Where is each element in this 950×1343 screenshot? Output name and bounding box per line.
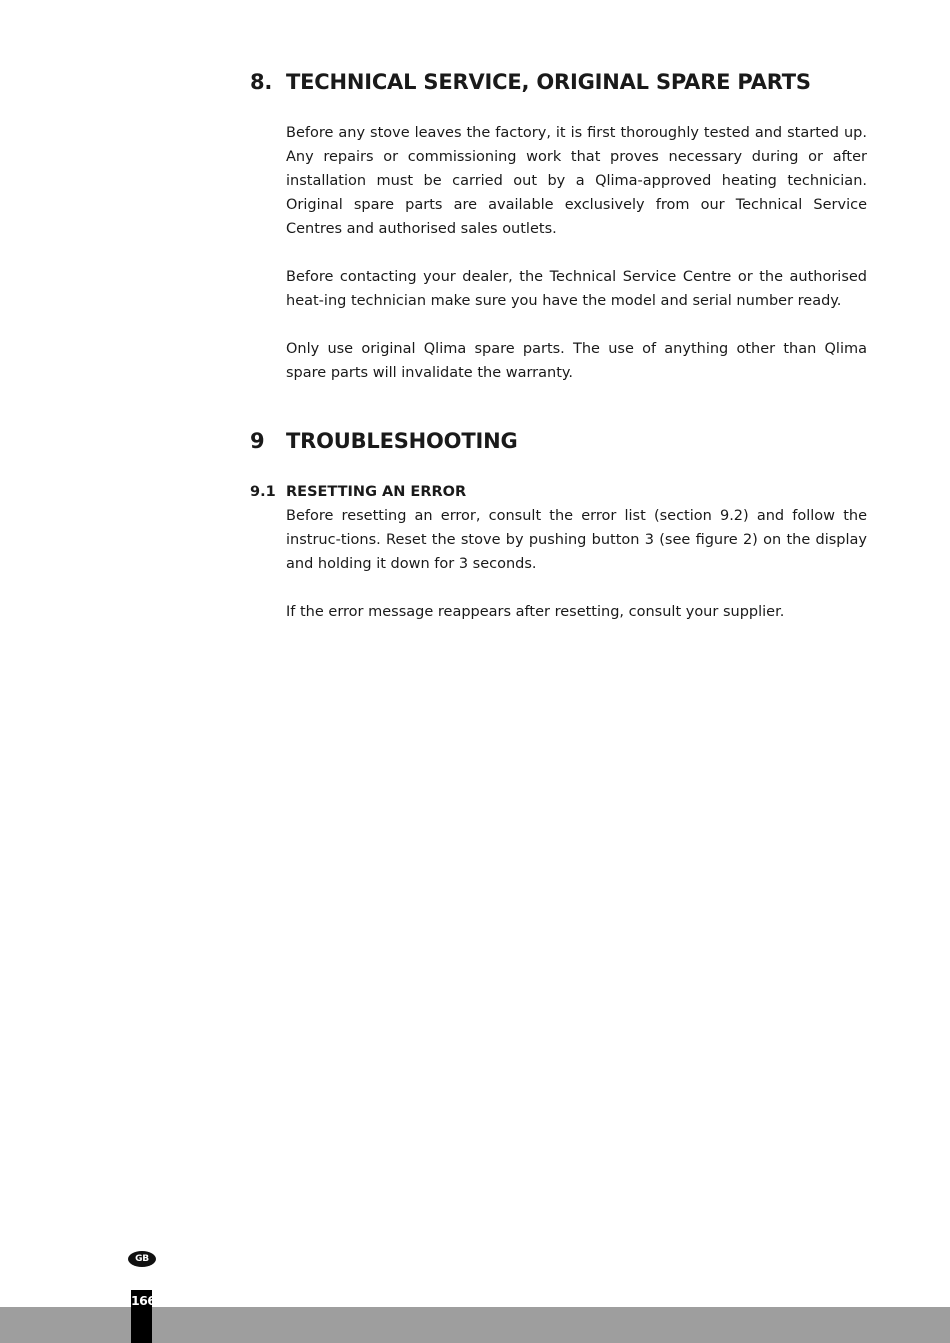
subsection-9-1-number: 9.1 xyxy=(250,484,276,500)
page-number: 166 xyxy=(131,1293,156,1308)
section-8-heading xyxy=(250,68,867,96)
section-8-paragraph-1: Before any stove leaves the factory, it is first thoroughly tested and started up. Any repairs or commissioning work that proves necessary during or after installation must be carried out by a Qlima-approved heating technician. Original spare parts are available exclusively from our Technical Service Centres and authorised sales outlets. xyxy=(286,125,867,237)
subsection-9-1-paragraph-1: Before resetting an error, consult the error list (section 9.2) and follow the instruc-tions. Reset the stove by pushing button 3 (see figure 2) on the display and holding it down for 3 seconds. xyxy=(286,508,867,572)
section-9-heading xyxy=(250,427,867,455)
section-8-paragraph-2: Before contacting your dealer, the Technical Service Centre or the authorised heat-ing technician make sure you have the model and serial number ready. xyxy=(286,269,867,309)
section-8-number: 8. xyxy=(250,70,273,94)
subsection-9-1-body xyxy=(286,504,867,624)
section-9 xyxy=(250,427,867,624)
section-9-number: 9 xyxy=(250,429,265,453)
language-badge: GB xyxy=(128,1251,156,1267)
subsection-9-1-title: RESETTING AN ERROR xyxy=(286,484,467,500)
subsection-9-1-heading xyxy=(250,480,867,504)
subsection-9-1-paragraph-2: If the error message reappears after resetting, consult your supplier. xyxy=(286,604,785,620)
section-8-body xyxy=(286,121,867,385)
section-8-paragraph-3: Only use original Qlima spare parts. The use of anything other than Qlima spare parts will invalidate the warranty. xyxy=(286,341,867,381)
section-8-title: TECHNICAL SERVICE, ORIGINAL SPARE PARTS xyxy=(286,70,811,94)
section-9-title: TROUBLESHOOTING xyxy=(286,429,518,453)
section-8 xyxy=(250,68,867,385)
